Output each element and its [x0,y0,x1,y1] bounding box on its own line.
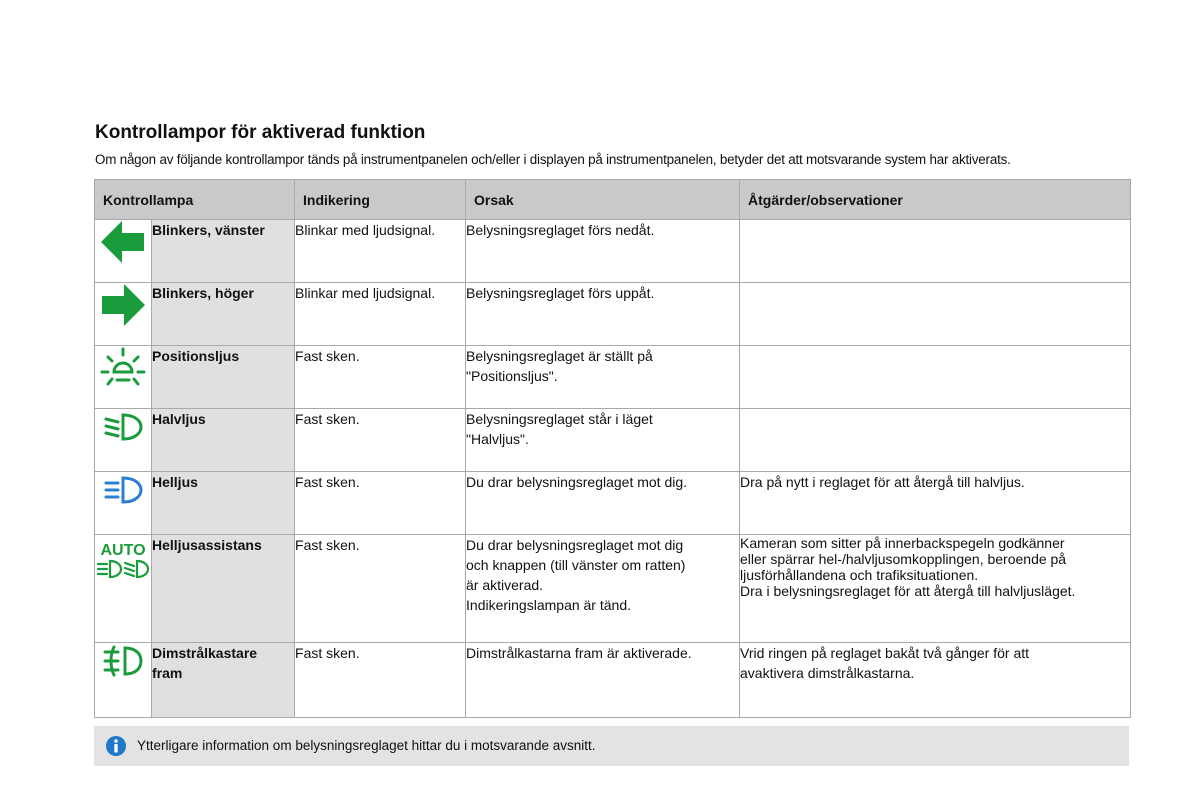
cause-line: Du drar belysningsreglaget mot dig. [466,474,688,490]
cause-line: Belysningsreglaget står i läget [466,411,653,427]
high-beam-icon [101,472,145,508]
lamp-action [740,535,1131,643]
lamp-cause [466,220,740,283]
cause-line: Belysningsreglaget är ställt på [466,348,653,364]
turn-right-arrow-icon [100,283,146,327]
table-row [95,220,1131,283]
lamp-name-line: fram [152,665,183,681]
page-subtitle: Om någon av följande kontrollampor tänds på instrumentpanelen och/eller i displayen på instrumentpanelen, betyder det att motsvarande system har aktiverats. [95,152,1011,167]
table-header-row [95,180,1131,220]
action-line: Dra i belysningsreglaget för att återgå till halvljusläget. [740,583,1076,599]
info-box [94,726,1129,766]
lamp-indication: Blinkar med ljudsignal. [295,283,466,346]
lamp-action [740,220,1131,283]
auto-high-beam-icon [96,543,150,584]
header-orsak: Orsak [466,180,740,220]
cause-line: är aktiverad. [466,577,544,593]
beam-pair-icon [96,559,150,579]
lamp-action [740,643,1131,718]
lamp-icon-cell [95,472,152,535]
lamp-cause [466,472,740,535]
lamp-indication: Fast sken. [295,535,466,643]
cause-line: Du drar belysningsreglaget mot dig [466,537,684,553]
lamp-action [740,346,1131,409]
lamp-cause [466,643,740,718]
action-line: Kameran som sitter på innerbackspegeln godkänner [740,535,1065,551]
lamp-cause [466,346,740,409]
table-row [95,472,1131,535]
cause-line: Indikeringslampan är tänd. [466,597,632,613]
lamp-icon-cell [95,535,152,643]
position-light-icon [100,346,146,390]
lamp-name: Blinkers, vänster [152,220,295,283]
action-line: Dra på nytt i reglaget för att återgå till halvljus. [740,474,1025,490]
lamp-name-line: Dimstrålkastare [152,645,258,661]
lamp-icon-cell [95,409,152,472]
lamp-action [740,283,1131,346]
action-line: Vrid ringen på reglaget bakåt två gånger för att [740,645,1030,661]
table-row [95,346,1131,409]
front-fog-light-icon [101,643,145,679]
cause-line: Dimstrålkastarna fram är aktiverade. [466,645,692,661]
cause-line: Belysningsreglaget förs nedåt. [466,222,655,238]
cause-line: och knappen (till vänster om ratten) [466,557,686,573]
auto-label: AUTO [100,542,146,559]
header-indikering: Indikering [295,180,466,220]
cause-line: "Halvljus". [466,431,529,447]
table-row [95,283,1131,346]
info-text: Ytterligare information om belysningsreglaget hittar du i motsvarande avsnitt. [137,738,596,753]
header-atgarder: Åtgärder/observationer [740,180,1131,220]
lamp-icon-cell [95,220,152,283]
lamp-action [740,472,1131,535]
low-beam-icon [101,409,145,445]
lamp-indication: Blinkar med ljudsignal. [295,220,466,283]
table-row [95,409,1131,472]
lamp-cause [466,283,740,346]
header-kontrollampa: Kontrollampa [95,180,295,220]
lamp-indication: Fast sken. [295,643,466,718]
lamp-name: Halvljus [152,409,295,472]
lamp-icon-cell [95,283,152,346]
lamp-name: Helljus [152,472,295,535]
lamp-indication: Fast sken. [295,346,466,409]
lamp-cause [466,535,740,643]
lamp-name: Positionsljus [152,346,295,409]
lamp-action [740,409,1131,472]
table-row [95,535,1131,643]
indicator-lamps-table [94,179,1131,718]
page-title: Kontrollampor för aktiverad funktion [95,122,426,143]
lamp-icon-cell [95,346,152,409]
cause-line: Belysningsreglaget förs uppåt. [466,285,655,301]
action-line: eller spärrar hel-/halvljusomkopplingen, beroende på [740,551,1067,567]
lamp-indication: Fast sken. [295,472,466,535]
turn-left-arrow-icon [100,220,146,264]
info-icon [106,736,126,756]
lamp-name: Blinkers, höger [152,283,295,346]
lamp-cause [466,409,740,472]
action-line: ljusförhållandena och trafiksituationen. [740,567,979,583]
cause-line: "Positionsljus". [466,368,558,384]
action-line: avaktivera dimstrålkastarna. [740,665,915,681]
lamp-indication: Fast sken. [295,409,466,472]
lamp-name [152,643,295,718]
lamp-name: Helljusassistans [152,535,295,643]
lamp-icon-cell [95,643,152,718]
table-row [95,643,1131,718]
